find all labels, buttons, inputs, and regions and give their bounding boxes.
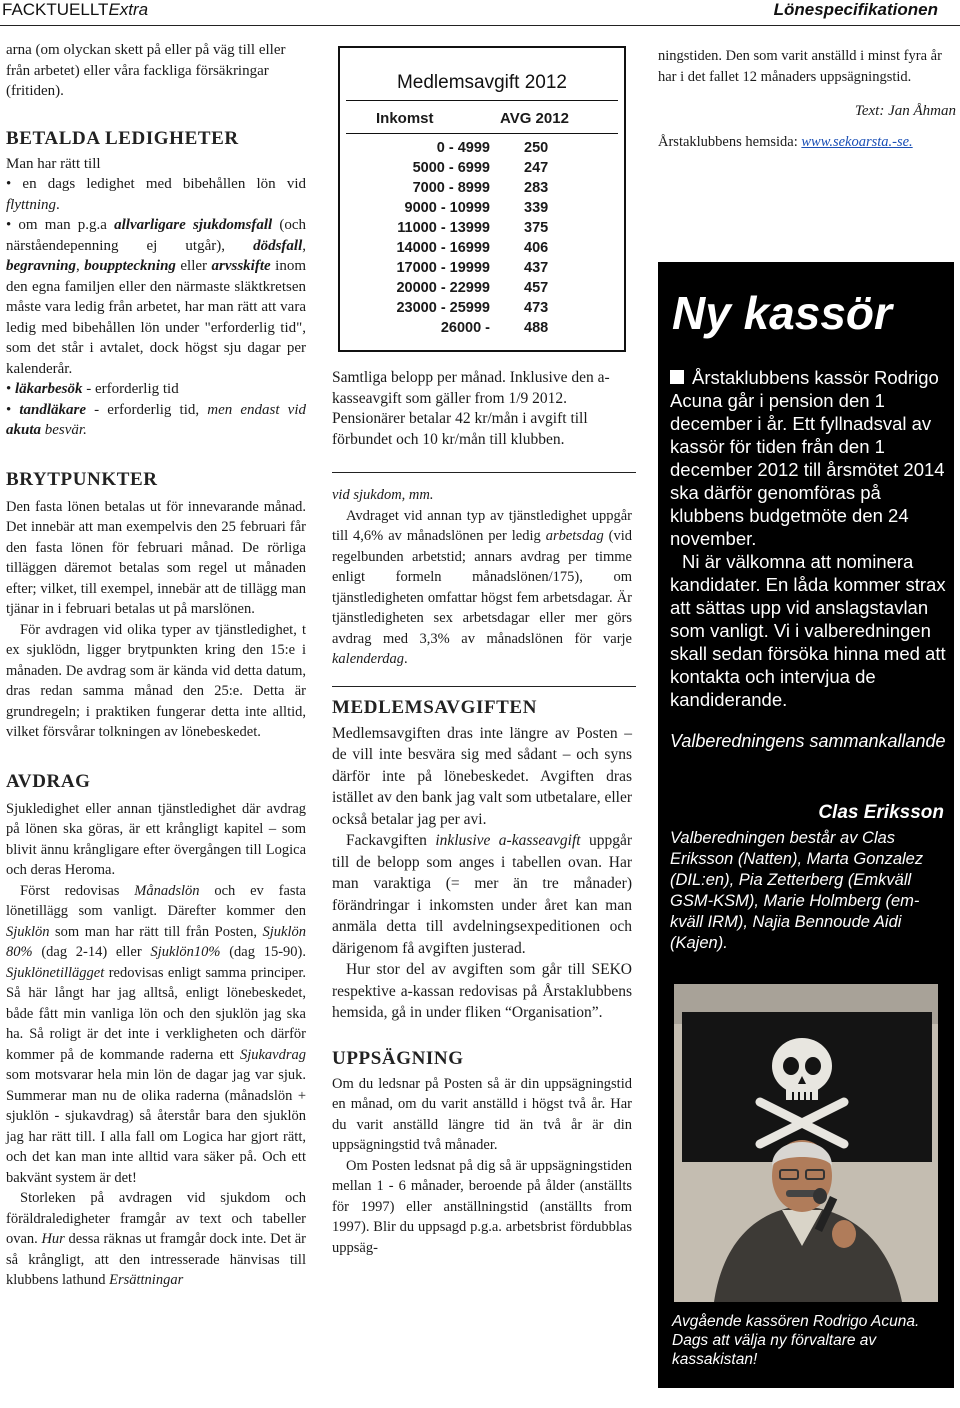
text: inom den egna familjen eller den närmaste släktkretsen måste vara ledig från arbetet, har man rätt att vara ledig med bibehållen lön under "erforderlig tid", som det står i avtalet, dock högst sju dagar per kalenderår. <box>6 258 306 377</box>
text: dessa räknas ut framgår dock inte. Det är så krångligt, att den intresserade hänvisas till klubbens lathund <box>6 1231 307 1288</box>
page-header <box>0 0 960 26</box>
text: (vid regelbunden arbetstid; annars avdrag per timme enligt formeln månadslönen/175), om tjänstledigheten omfattar högst fem arbetsdagar. Är tjänstledigheten sex arbetsdagar eller mer görs avdrag med 3,3% av månadslönen för varje <box>332 528 632 647</box>
fee-cell: 488 <box>524 320 549 336</box>
text-italic: Sjuklön10% <box>150 944 221 960</box>
publication-name <box>2 0 148 20</box>
avdrag-para-2 <box>6 881 306 1189</box>
divider <box>332 472 636 473</box>
betalda-bullet-4 <box>6 400 306 441</box>
fee-cell: 457 <box>524 280 549 296</box>
box-title: Ny kassör <box>672 287 892 339</box>
table-note-2: Pensionärer betalar 42 kr/mån i avgift till förbundet och 10 kr/mån till klubben. <box>332 410 588 448</box>
text: (dag 2-14) eller <box>32 944 151 960</box>
text-italic: Ersättningar <box>109 1272 184 1288</box>
text: Fackavgiften <box>346 832 436 849</box>
text-bold-italic: begravning <box>6 258 77 274</box>
betalda-bullet-1 <box>6 174 306 215</box>
heading-avdrag: AVDRAG <box>6 770 91 792</box>
text: uppgår till de belopp som anges i tabellen ovan. Har man varaktiga (= mer än tre månader) förändringar i inkomsten under året kan man anmäla detta till avdelningsexpeditionen och därigenom få avgiften justerad. <box>332 832 633 957</box>
betalda-bullet-3 <box>6 379 306 400</box>
text: som motsvarar hela min lön de dagar jag var sjuk. Summerar man nu de olika raderna (månadslön + sjuklön - sjukavdrag) så återstår bara den sjuklön jag har rätt till. I alla fall om Logica har gjort rätt, och det kan man inte alltid vara säker på. Och ett bakvänt system är det! <box>6 1067 306 1186</box>
text: (och närståendepenning ej utgår), <box>6 217 307 254</box>
text: • om man p.g.a <box>6 217 115 233</box>
photo-caption: Avgående kassören Rodrigo Acuna. Dags att välja ny förvaltare av kassakistan! <box>672 1313 920 1368</box>
income-cell: 20000 - 22999 <box>396 280 490 296</box>
fee-cell: 339 <box>524 200 549 216</box>
avdrag-para-1: Sjukledighet eller annan tjänstledighet där avdrag på lönen ska göras, är ett krångligt kapitel – som blivit ännu krångligare efter övergången till Logica och deras Heroma. <box>6 800 306 878</box>
text: . <box>403 651 408 667</box>
text: (dag 15-90). <box>220 944 306 960</box>
text: , <box>76 258 85 274</box>
text-bold-italic: arvsskifte <box>211 258 271 274</box>
income-cell: 17000 - 19999 <box>396 260 490 276</box>
text: Storleken på avdragen vid sjukdom och föräldraledigheter framgår av text och tabeller ovan. <box>6 1190 306 1247</box>
fee-cell: 437 <box>524 260 549 276</box>
byline: Text: Jan Åhman <box>854 103 956 119</box>
text: • en dags ledighet med bibehållen lön vid <box>6 176 306 192</box>
text-bold-italic: tandläkare <box>19 401 87 418</box>
signature-role: Valberedningens sammankallande <box>670 731 946 751</box>
text: • <box>6 381 16 397</box>
column-2 <box>332 44 632 1258</box>
tjanstledighet-para <box>332 506 632 670</box>
text-bold-italic: dödsfall <box>253 237 303 254</box>
text: Först redovisas <box>20 882 135 899</box>
text: - erforderlig tid <box>82 381 179 397</box>
text-italic: Sjuklön <box>6 923 50 940</box>
brytpunkter-para-1: Den fasta lönen betalas ut för innevarande månad. Det innebär att man exempelvis den 25 februari får den fasta lönen för februari månad. De rörliga tilläggen däremot betalas som regel ut månaden efter; vilket, till exempel, innebär att de tillägg man tjänar in i februari betalas ut på marslönen. <box>6 498 306 617</box>
text-italic: inklusive a-kasseavgift <box>435 832 581 849</box>
fee-cell: 375 <box>524 220 549 236</box>
box-para-1-text: Årstaklubbens kassör Rodrigo Acuna går i pension den 1 december i år. Ett fyllnadsval av kassör för tiden från den 1 december 2012 till årsmötet 2014 ska därför genomföras på klubbens budgetmöte den 24 november. <box>670 367 945 549</box>
column-header-fee: AVG 2012 <box>500 110 569 127</box>
box-body <box>670 366 946 711</box>
table-spacer <box>332 44 632 368</box>
income-cell: 5000 - 6999 <box>412 160 490 176</box>
column-1 <box>6 40 306 1291</box>
avdrag-para-3 <box>6 1188 306 1291</box>
ny-kassor-box <box>658 262 954 1388</box>
betalda-intro: Man har rätt till <box>6 155 101 172</box>
income-cell: 26000 - <box>440 320 490 336</box>
text-bold-italic: allvarligare sjukdomsfall <box>114 217 273 233</box>
medlem-para-3: Hur stor del av avgiften som går till SEKO respektive a-kassan redovisas på Årstaklubbens hemsida, gå in under fliken “Organisation”. <box>332 961 632 1021</box>
publication-name-extra: Extra <box>108 0 149 19</box>
income-cell: 14000 - 16999 <box>396 240 490 256</box>
brytpunkter-para-2: För avdragen vid olika typer av tjänstledighet, t ex sjuklödn, ligger brytpunkten kring den 15:e i månaden. De avdrag som är kända vid detta datum, dras redan samma månad den 25:e. Detta är grundregeln; i praktiken fungerar detta inte alltid, vilket försvårar tolkningen av lönebeskedet. <box>6 621 306 740</box>
fee-cell: 406 <box>524 240 549 256</box>
text-italic: flyttning <box>6 196 56 213</box>
uppsagning-continued: ningstiden. Den som varit anställd i minst fyra år har i det fallet 12 månaders uppsägningstid. <box>658 48 942 85</box>
website-label: Årstaklubbens hemsida: <box>658 133 802 150</box>
text: och ev fasta lönetillägg som vanligt. Därefter kommer den <box>6 882 306 919</box>
text: redovisas enligt samma principer. Så här långt har jag alltså, enligt lönebeskedet, både fått min vanliga lön och den sjuklön jag ska ha. Så roligt är det inte i verkligheten och därför kommer på de kommande raderna ett <box>6 964 306 1063</box>
box-para-2: Ni är välkomna att nominera kandidater. En låda kommer strax att sättas upp vid anslagstavlan som vanligt. Vi i valberedningen skall sedan försöka hinna med att kontakta och intervjua de kandiderande. <box>670 551 946 710</box>
column-header-income: Inkomst <box>376 110 434 127</box>
text-italic: Sjuklönetillägget <box>6 964 105 981</box>
divider <box>332 686 636 687</box>
income-cell: 23000 - 25999 <box>396 300 490 316</box>
text: . <box>56 196 60 213</box>
income-cell: 0 - 4999 <box>436 140 490 156</box>
text-italic: Sjukavdrag <box>239 1046 306 1063</box>
photo-illustration <box>674 984 938 1302</box>
signature-name: Clas Eriksson <box>818 802 944 823</box>
medlem-para-1: Medlemsavgiften dras inte längre av Posten – de vill inte besvära sig med sådant – och syns därför inte på lönebeskedet. Avgiften dras istället av den bank jag valt som utbetalare, eller också betalar jag per avi. <box>332 724 632 828</box>
income-cell: 7000 - 8999 <box>412 180 490 196</box>
medlem-para-2 <box>332 830 632 959</box>
uppsagning-para-2: Om Posten ledsnat på dig så är uppsägningstiden mellan 1 - 6 månader, beroende på ålder (anställts för 1997) eller anställningstid (anställts from 1997). Blir du uppsagd p.g.a. arbetsbrist fördubblas uppsäg- <box>332 1157 632 1256</box>
text-italic: men endast vid <box>207 401 306 418</box>
betalda-bullet-2 <box>6 215 306 379</box>
text-italic: Sjuklön 80% <box>6 923 306 960</box>
text-italic: arbetsdag <box>545 528 604 544</box>
heading-brytpunkter: BRYTPUNKTER <box>6 468 158 490</box>
website-line <box>658 132 960 153</box>
text-bold-italic: läkarbesök <box>15 381 83 397</box>
column-3 <box>658 46 960 152</box>
heading-betalda-ledigheter: BETALDA LEDIGHETER <box>6 127 239 149</box>
continued-text: vid sjukdom, mm. <box>332 487 434 503</box>
income-cell: 11000 - 13999 <box>397 220 490 236</box>
fee-cell: 250 <box>524 140 549 156</box>
table-note-1: Samtliga belopp per månad. Inklusive den a-kasseavgift som gäller from 1/9 2012. <box>332 369 610 407</box>
text-italic: Hur <box>41 1231 65 1247</box>
text: som man har rätt till från Posten, <box>49 923 263 940</box>
uppsagning-para-1: Om du ledsnar på Posten så är din uppsägningstid en månad, om du varit anställd i högst två år. Har du varit anställd längre tid än två år är din uppsägningstid två månader. <box>332 1075 632 1153</box>
text: Avdraget vid annan typ av tjänstledighet uppgår till 4,6% av månadslönen per ledig <box>332 507 632 544</box>
photo-rodrigo-acuna <box>674 984 938 1302</box>
text: • <box>6 401 20 418</box>
text-italic: Månadslön <box>134 882 200 899</box>
section-title: Lönespecifikationen <box>773 0 938 19</box>
text: , <box>302 237 306 254</box>
fee-cell: 283 <box>524 180 549 196</box>
intro-text: arna (om olyckan skett på eller på väg till eller från arbetet) eller våra fackliga försäkringar (fritiden). <box>6 42 286 99</box>
box-para-1 <box>670 366 946 550</box>
text-bold-italic: akuta <box>6 422 42 438</box>
fee-cell: 473 <box>524 300 549 316</box>
committee-description: Valberedningen består av Clas Eriksson (Natten), Marta Gonzalez (DIL:en), Pia Zetterberg (Emkväll GSM-KSM), Marie Holmberg (em-kväll IRM), Najia Bennoude Aidi (Kajen). <box>670 829 924 952</box>
text-italic: kalenderdag <box>332 651 404 667</box>
heading-uppsagning: UPPSÄGNING <box>332 1047 464 1069</box>
publication-name-main: FACKTUELLT <box>2 0 109 19</box>
heading-medlemsavgiften: MEDLEMSAVGIFTEN <box>332 696 538 718</box>
income-cell: 9000 - 10999 <box>404 200 490 216</box>
fee-table-title: Medlemsavgift 2012 <box>396 72 568 93</box>
text: eller <box>175 258 212 274</box>
text-italic: besvär. <box>41 422 87 438</box>
text-bold-italic: bouppteckning <box>84 258 176 274</box>
square-bullet-icon <box>670 370 684 384</box>
fee-cell: 247 <box>524 160 549 176</box>
text: - erforderlig tid, <box>86 401 208 418</box>
website-link[interactable]: www.sekoarsta.-se. <box>801 133 913 150</box>
